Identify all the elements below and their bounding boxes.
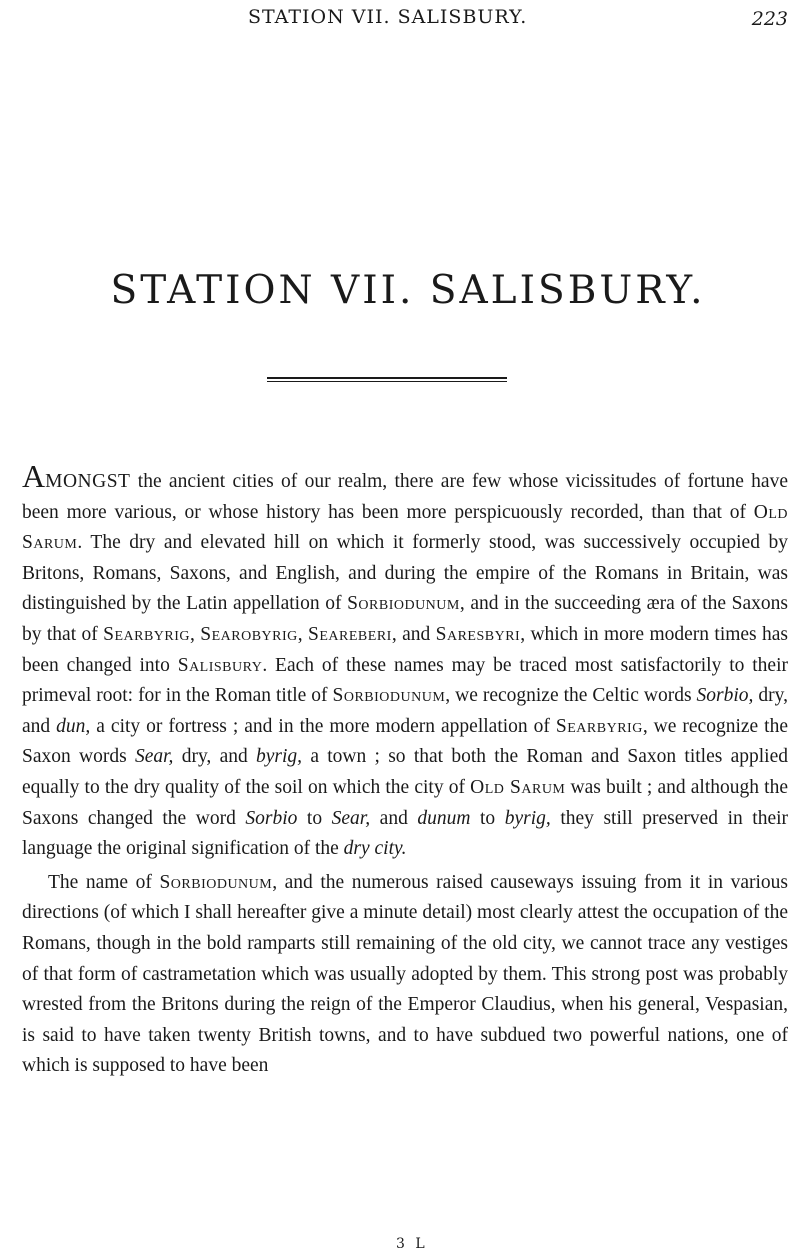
paragraph-2 [22,868,788,1082]
p1-name-salisbury: Salisbury [177,654,263,676]
p1-name-sorbiodunum: Sorbiodunum [347,593,460,615]
p1-name-old-sarum: Old Sarum [22,501,788,554]
p1-text-2: the ancient cities of our realm, there are few whose vicissitudes of fortune have been more various, or whose history has been more perspicuously recorded, than that of [22,471,788,523]
p1-word-sear-2: Sear, [331,807,371,829]
p2-text-1: The name of [48,871,160,893]
p1-name-searbyrig-2: Searbyrig [555,715,643,737]
p1-text-8: , [190,623,201,645]
p1-word-dunum: dunum [417,807,471,829]
p1-name-seareberi: Seareberi [308,623,392,645]
signature-mark: 3 L [396,1236,428,1252]
p1-name-saresbyri: Saresbyri [435,623,521,645]
p1-text-4: . The dry and elevated hill on which it formerly stood, was successively occupied by Britons, Romans, Saxons, and English, and during the empire of the Romans in Britain, was distinguished by the Latin appellation of [22,532,788,615]
title-rule-thin [267,381,507,382]
running-head: STATION VII. SALISBURY. [248,6,528,28]
p1-text-16: . Each of these names may be traced most satisfactorily to their primeval root: for in the Roman title of [22,654,788,707]
p1-text-20: dry, and [22,685,789,737]
body-text [22,458,789,1082]
p1-name-searbyrig: Searbyrig [103,623,191,645]
page-number: 223 [751,8,788,30]
p1-word-sorbio: Sorbio, [696,685,754,707]
p1-text-36: to [470,807,505,829]
p1-text-30: was built ; and although the Saxons changed the word [22,776,788,829]
p1-text-6: , and in the succeeding æra of the Saxons by that of [22,593,788,645]
p1-word-sear: Sear, [134,746,174,768]
p1-text-10: , [297,623,309,645]
p1-word-dun: dun, [56,715,91,737]
p1-text-34: and [370,807,418,829]
p1-text-14: , which in more modern times has been changed into [22,623,789,676]
paragraph-1 [22,458,789,865]
title-rule-thick [267,377,507,379]
p2-name-sorbiodunum: Sorbiodunum [159,871,273,893]
p1-text-28: a town ; so that both the Roman and Saxon titles applied equally to the dry quality of the soil on which the city of [22,746,789,798]
p1-word-dry-city: dry city. [343,838,407,860]
p1-text-38: they still preserved in their language the original signification of the [22,807,789,860]
p1-text-32: to [297,807,332,829]
p1-text-24: , we recognize the Saxon words [22,715,789,768]
p1-text-26: dry, and [173,746,257,768]
p1-name-old-sarum-2: Old Sarum [470,776,566,798]
p1-name-sorbiodunum-2: Sorbiodunum [332,685,446,707]
p1-word-byrig-2: byrig, [504,807,551,829]
drop-initial: A [22,458,46,494]
title-rule [267,377,507,382]
chapter-title: STATION VII. SALISBURY. [110,268,706,313]
p2-text-3: , and the numerous raised causeways issuing from it in various directions (of which I shall hereafter give a minute detail) most clearly attest the occupation of the Romans, though in the bold ramparts still remaining of the old city, we cannot trace any vestiges of that form of castrametation which was usually adopted by them. This strong post was probably wrested from the Britons during the reign of the Emperor Claudius, when his general, Vespasian, is said to have taken twenty British towns, and to have subdued two powerful nations, one of which is supposed to have been [22,871,788,1077]
p1-word-sorbio-2: Sorbio [245,807,298,829]
p1-name-searobyrig: Searobyrig [200,623,298,645]
p1-text-22: a city or fortress ; and in the more modern appellation of [90,715,556,737]
p1-word-byrig: byrig, [256,746,303,768]
p1-text-18: , we recognize the Celtic words [445,685,697,707]
p1-text-12: , and [391,623,436,645]
opening-small-caps: MONGST [45,471,131,492]
